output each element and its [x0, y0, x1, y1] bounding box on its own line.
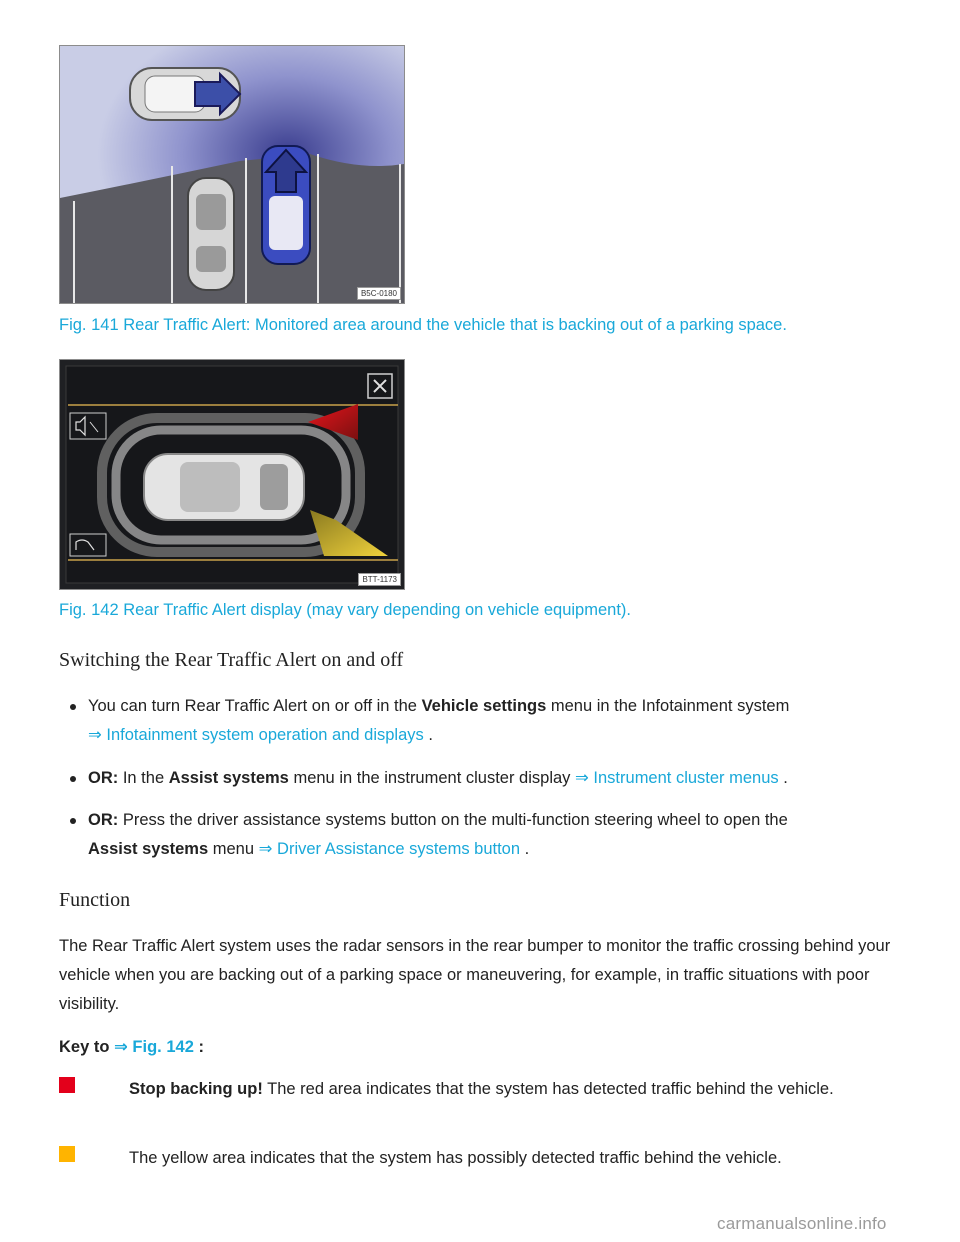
infotainment-link[interactable]: ⇒ Infotainment system operation and displays — [88, 726, 424, 744]
key-text: Key to — [59, 1038, 115, 1056]
section-heading: Switching the Rear Traffic Alert on and off — [59, 649, 404, 671]
bold-term: Assist systems — [168, 769, 289, 787]
bullet-text: You can turn Rear Traffic Alert on or off in the — [88, 697, 422, 715]
bold-term: Vehicle settings — [421, 697, 547, 715]
figure-caption: Fig. 141 Rear Traffic Alert: Monitored area around the vehicle that is backing out of a parking space. — [59, 316, 787, 334]
bold-term: OR: — [88, 769, 119, 787]
bold-term: Stop backing up! — [129, 1080, 263, 1098]
watermark: carmanualsonline.info — [717, 1214, 887, 1233]
legend-item-yellow — [129, 1144, 909, 1173]
fig-142-link[interactable]: ⇒ Fig. 142 — [114, 1038, 194, 1056]
bold-term: Assist systems — [88, 840, 209, 858]
bullet-list — [70, 692, 910, 750]
legend-text: The yellow area indicates that the system has possibly detected traffic behind the vehicle. — [129, 1149, 782, 1167]
key-text: : — [193, 1038, 204, 1056]
reversing-car — [262, 146, 310, 264]
body-paragraph: The Rear Traffic Alert system uses the radar sensors in the rear bumper to monitor the traffic crossing behind your vehicle when you are backing out of a parking space or maneuvering, for example, in traffic situations with poor visibility. — [59, 937, 891, 1013]
instrument-cluster-link[interactable]: ⇒ Instrument cluster menus — [575, 769, 779, 787]
figure-code: B5C-0180 — [357, 287, 401, 300]
bold-term: OR: — [88, 811, 119, 829]
rear-traffic-display — [60, 360, 404, 589]
bullet-text: . — [520, 840, 530, 858]
yellow-swatch-icon — [59, 1146, 75, 1162]
bullet-list — [70, 806, 910, 864]
red-swatch-icon — [59, 1077, 75, 1093]
bullet-text: menu — [208, 840, 259, 858]
parked-car — [188, 178, 234, 290]
legend-item-red — [129, 1075, 909, 1104]
vehicle — [144, 454, 304, 520]
legend-text: The red area indicates that the system has detected traffic behind the vehicle. — [262, 1080, 834, 1098]
key-line — [59, 1037, 204, 1057]
list-item — [70, 764, 910, 793]
bullet-text: In the — [118, 769, 169, 787]
driver-assistance-link[interactable]: ⇒ Driver Assistance systems button — [258, 840, 521, 858]
list-item — [70, 806, 910, 864]
figure-141-image — [59, 45, 405, 304]
figure-caption: Fig. 142 Rear Traffic Alert display (may vary depending on vehicle equipment). — [59, 601, 631, 619]
bullet-text: Press the driver assistance systems button on the multi-function steering wheel to open the — [118, 811, 788, 829]
figure-code: BTT-1173 — [358, 573, 401, 586]
bullet-list — [70, 764, 910, 793]
section-heading: Function — [59, 889, 131, 911]
parking-illustration — [60, 46, 404, 303]
bullet-text: . — [423, 726, 433, 744]
crossing-car — [130, 68, 240, 120]
bullet-text: menu in the Infotainment system — [546, 697, 790, 715]
list-item — [70, 692, 910, 750]
bullet-text: menu in the instrument cluster display — [288, 769, 576, 787]
figure-142-image — [59, 359, 405, 590]
bullet-text: . — [778, 769, 788, 787]
